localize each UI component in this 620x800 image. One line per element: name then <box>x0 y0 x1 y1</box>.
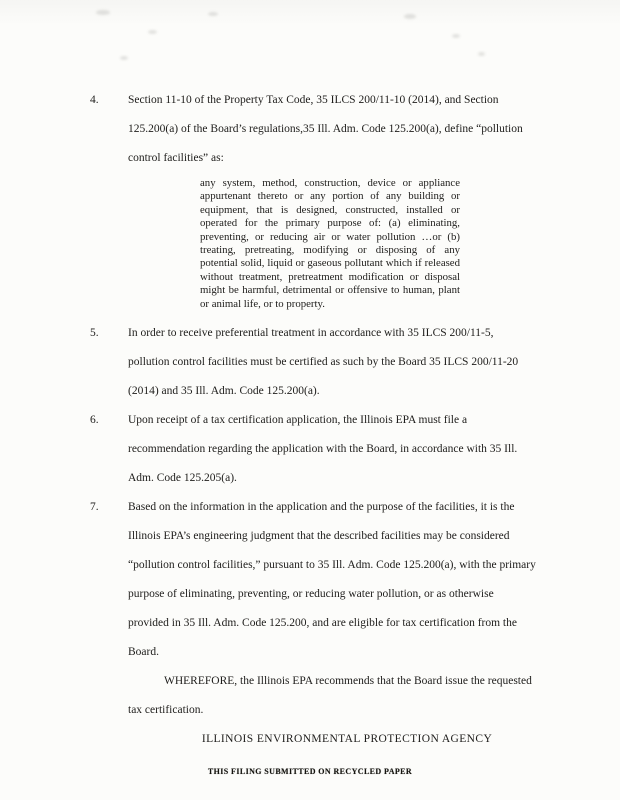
paragraph-number: 4. <box>90 94 99 106</box>
blockquote-definition: any system, method, construction, device or appliance appurtenant thereto or any portion of any building or equipment, that is designed, constructed, installed or operated for the primary purpose of: (a) eliminating, preventing, or reducing air or water pollution …or (b) treating, pretreating, modifying or disposing of any potential solid, liquid or gaseous pollutant which if released without treatment, pretreatment modification or disposal might be harmful, detrimental or offensive to human, plant or animal life, or to property. <box>200 177 460 310</box>
paragraph-text: Based on the information in the application and the purpose of the facilities, it is the Illinois EPA’s engineering judgment that the described facilities may be considered “pollution control facilities,” pursuant to 35 Ill. Adm. Code 125.200(a), with the primary purpose of eliminating, preventing, or reducing water pollution, or as otherwise provided in 35 Ill. Adm. Code 125.200, and are eligible for tax certification from the Board. <box>128 501 536 659</box>
paragraph-number: 7. <box>90 501 99 514</box>
scan-artifact <box>96 10 110 15</box>
scan-artifact <box>452 34 460 38</box>
numbered-paragraph-4 <box>90 86 536 311</box>
scan-artifact <box>208 12 218 16</box>
scan-artifact <box>478 52 485 56</box>
paragraph-text: Upon receipt of a tax certification application, the Illinois EPA must file a recommendation regarding the application with the Board, in accordance with 35 Ill. Adm. Code 125.205(a). <box>128 414 518 485</box>
numbered-paragraph-5 <box>90 319 536 406</box>
paragraph-number: 6. <box>90 414 99 427</box>
numbered-paragraph-7 <box>90 493 536 667</box>
scan-artifact <box>120 56 128 60</box>
paragraph-text: Section 11-10 of the Property Tax Code, 35 ILCS 200/11-10 (2014), and Section 125.200(a) of the Board’s regulations,35 Ill. Adm. Code 125.200(a), define “pollution control facilities” as: <box>128 94 523 164</box>
paragraph-text: In order to receive preferential treatment in accordance with 35 ILCS 200/11-5, pollution control facilities must be certified as such by the Board 35 ILCS 200/11-20 (2014) and 35 Ill. Adm. Code 125.200(a). <box>128 327 519 398</box>
agency-signature-line: ILLINOIS ENVIRONMENTAL PROTECTION AGENCY <box>201 733 493 746</box>
recycled-paper-footer: THIS FILING SUBMITTED ON RECYCLED PAPER <box>207 767 413 776</box>
scan-artifact <box>404 14 416 19</box>
wherefore-paragraph: WHEREFORE, the Illinois EPA recommends that the Board issue the requested tax certification. <box>128 675 532 717</box>
numbered-paragraph-6 <box>90 406 536 493</box>
scan-artifact <box>148 30 157 34</box>
document-content <box>90 86 536 754</box>
paragraph-number: 5. <box>90 327 99 340</box>
